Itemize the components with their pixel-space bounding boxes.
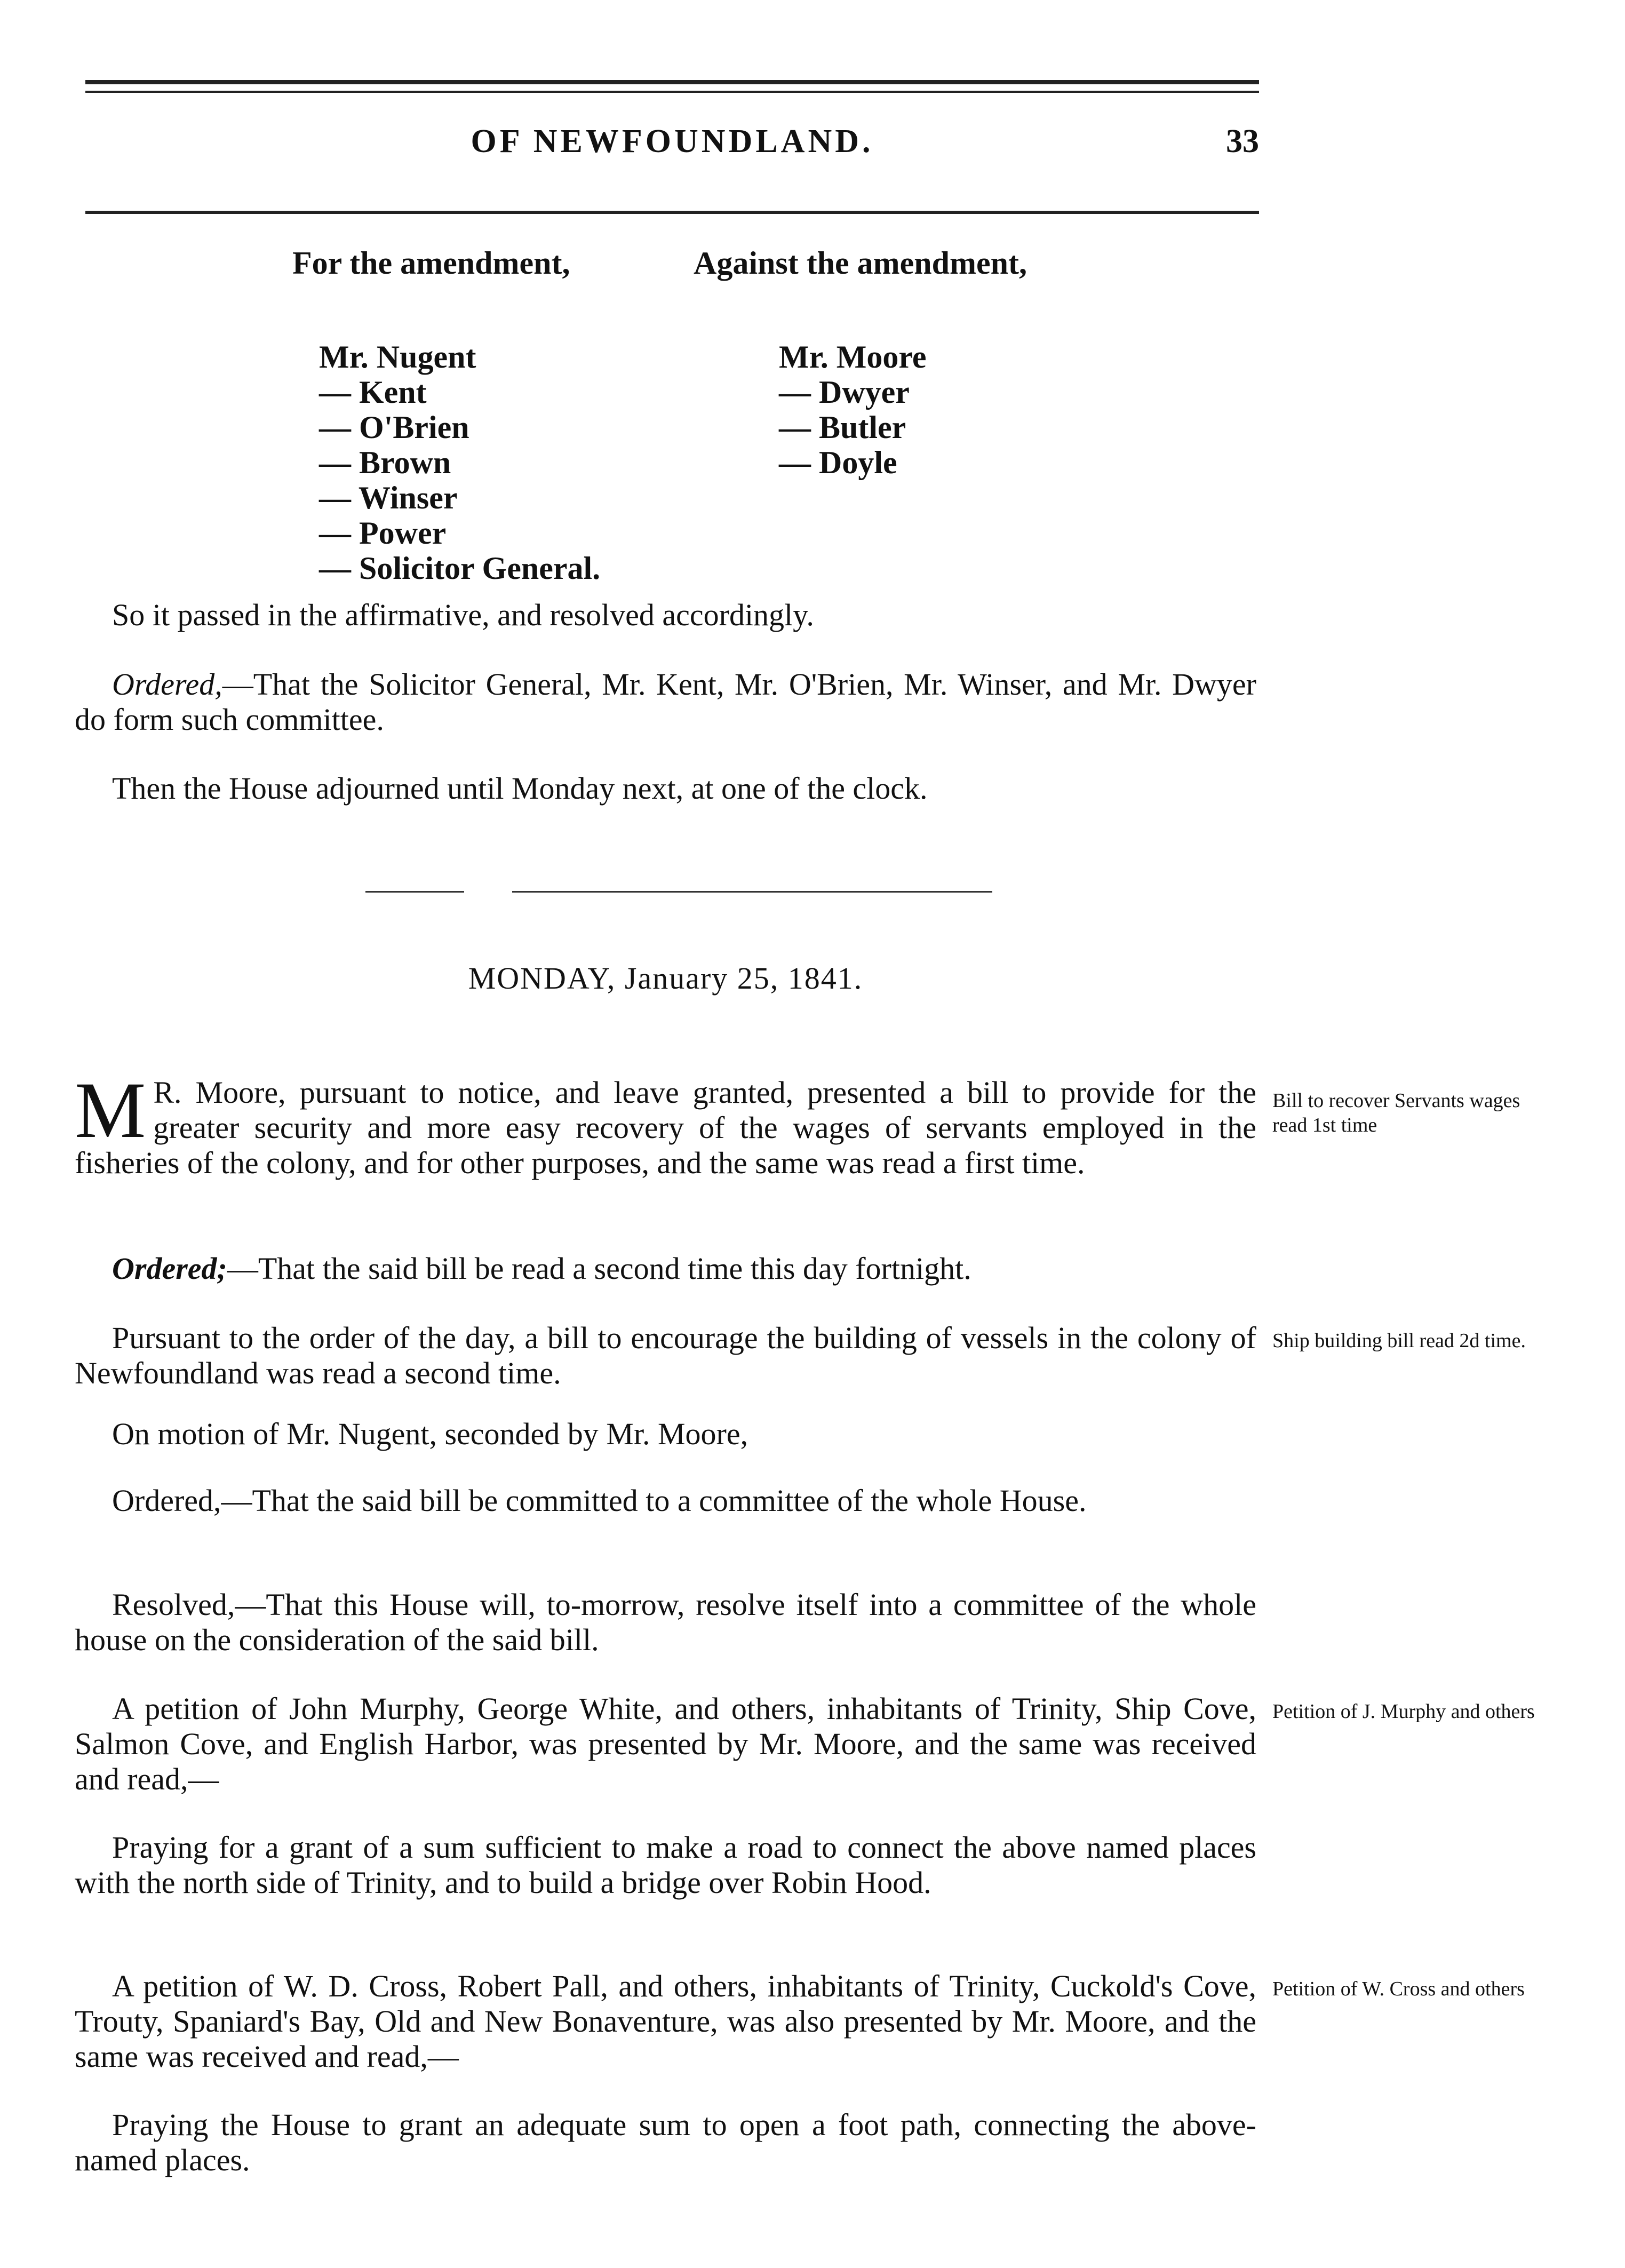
- vote-for-name: — Winser: [319, 480, 458, 515]
- vote-for-name: — Solicitor General.: [319, 551, 601, 586]
- votes-for-heading: For the amendment,: [292, 245, 570, 281]
- paragraph-committed: Ordered,—That the said bill be committed to a committee of the whole House.: [112, 1483, 1087, 1518]
- paragraph-ship-building: Pursuant to the order of the day, a bill to encourage the building of vessels in the colony of Newfoundland was read a second time.: [75, 1320, 1256, 1390]
- paragraph-praying-road: Praying for a grant of a sum sufficient to make a road to connect the above named places with the north side of Trinity, and to build a bridge over Robin Hood.: [75, 1830, 1256, 1900]
- paragraph-adjourned: Then the House adjourned until Monday next, at one of the clock.: [112, 771, 928, 806]
- votes-for-column: [292, 245, 600, 586]
- paragraph-ordered-fortnight: [75, 1251, 1256, 1286]
- section-divider-short: [365, 891, 464, 893]
- vote-against-name: — Dwyer: [779, 375, 910, 410]
- margin-note-cross-petition: Petition of W. Cross and others: [1272, 1978, 1525, 2000]
- vote-against-name: Mr. Moore: [779, 339, 927, 375]
- ordered-label: Ordered,: [112, 667, 222, 702]
- vote-against-name: — Doyle: [779, 445, 897, 480]
- votes-for-list: [319, 339, 600, 586]
- top-double-rule-thin: [85, 91, 1259, 93]
- paragraph-petition-cross: A petition of W. D. Cross, Robert Pall, and others, inhabitants of Trinity, Cuckold's Cove, Trouty, Spaniard's Bay, Old and New Bonaventure, was also presented by Mr. Moore, and the same was received and read,—: [75, 1969, 1256, 2074]
- votes-against-column: [694, 245, 1027, 480]
- paragraph-petition-murphy: A petition of John Murphy, George White, and others, inhabitants of Trinity, Ship Cove, Salmon Cove, and English Harbor, was presented by Mr. Moore, and the same was received and read,—: [75, 1691, 1256, 1796]
- top-double-rule: [85, 80, 1259, 84]
- moore-bill-text: R. Moore, pursuant to notice, and leave granted, presented a bill to provide for the greater security and more easy recovery of the wages of servants employed in the fisheries of the colony, and for other purposes, and the same was read a first time.: [75, 1075, 1256, 1180]
- section-divider-long: [512, 891, 992, 893]
- page-number: 33: [1226, 123, 1259, 160]
- margin-note-servants-bill: Bill to recover Servants wages read 1st time: [1272, 1089, 1520, 1136]
- paragraph-moore-bill: [75, 1066, 1256, 1181]
- header-rule: [85, 211, 1259, 214]
- paragraph-motion: On motion of Mr. Nugent, seconded by Mr. Moore,: [112, 1416, 748, 1451]
- vote-for-name: — Power: [319, 515, 447, 551]
- margin-note-ship-building: Ship building bill read 2d time.: [1272, 1330, 1526, 1352]
- ordered-text: —That the said bill be read a second time this day fortnight.: [227, 1251, 971, 1286]
- ordered-label: Ordered;: [112, 1251, 227, 1286]
- drop-cap: M: [75, 1066, 146, 1155]
- paragraph-affirmative: So it passed in the affirmative, and resolved accordingly.: [112, 598, 814, 632]
- votes-against-heading: Against the amendment,: [694, 245, 1027, 281]
- margin-note-murphy-petition: Petition of J. Murphy and others: [1272, 1700, 1535, 1723]
- vote-for-name: — Kent: [319, 375, 427, 410]
- vote-for-name: Mr. Nugent: [319, 339, 476, 375]
- paragraph-resolved: Resolved,—That this House will, to-morrow, resolve itself into a committee of the whole house on the consideration of the said bill.: [75, 1587, 1256, 1657]
- paragraph-praying-footpath: Praying the House to grant an adequate sum to open a foot path, connecting the above-named places.: [75, 2107, 1256, 2177]
- vote-for-name: — O'Brien: [319, 410, 469, 445]
- vote-for-name: — Brown: [319, 445, 451, 480]
- votes-against-list: [779, 339, 1027, 480]
- date-heading: MONDAY, January 25, 1841.: [468, 961, 863, 996]
- paragraph-ordered-committee: [75, 667, 1256, 737]
- running-title: OF NEWFOUNDLAND.: [471, 123, 874, 160]
- ordered-text: —That the Solicitor General, Mr. Kent, Mr. O'Brien, Mr. Winser, and Mr. Dwyer do form such committee.: [75, 667, 1256, 737]
- vote-against-name: — Butler: [779, 410, 906, 445]
